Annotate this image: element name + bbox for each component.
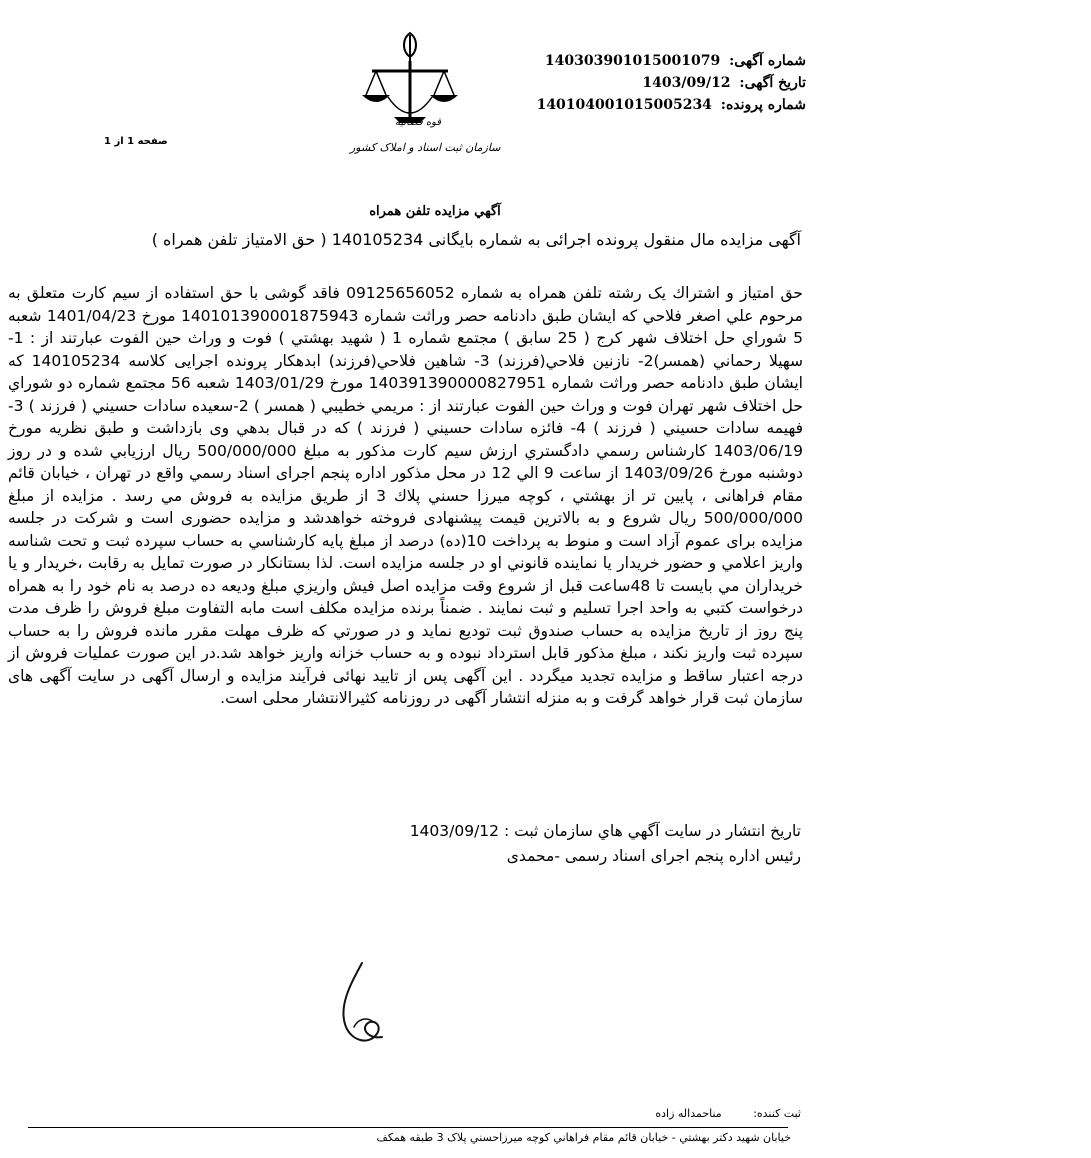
document-title: آگهي مزايده تلفن همراه [369, 204, 501, 219]
case-number-value: 140104001015005234 [536, 97, 712, 113]
judiciary-emblem [350, 25, 501, 165]
footer-address: خيابان شهيد دكتر بهشتي - خيابان قائم مقام فراهاني كوچه ميرزاحسني پلاک 3 طبقه همكف [376, 1131, 791, 1144]
document-subtitle: آگهی مزایده مال منقول پرونده اجرائی به شماره بایگانی 140105234 ( حق الامتیاز تلفن همراه ) [151, 230, 801, 249]
notice-number-label: شماره آگهی: [729, 53, 806, 69]
case-number-label: شماره پرونده: [720, 97, 806, 113]
notice-body-paragraph: حق امتياز و اشتراك يک رشته تلفن همراه به شماره 09125656052 فاقد گوشی با حق استفاده از سيم كارت متعلق به مرحوم علي اصغر فلاحي كه ايشان طبق دادنامه حصر وراثت شماره 140101390001875943 مورخ 1401/04/23 شعبه 5 شوراي حل اختلاف شهر كرج ( 25 سابق ) مجتمع شماره 1 ( شهيد بهشتي ) فوت و وراث حين الفوت عبارتند از : 1- سهيلا رحماني (همسر)2- نازنين فلاحي(فرزند) 3- شاهين فلاحي(فرزند) ابدهكار پرونده اجرایی كلاسه 140105234 كه ايشان طبق دادنامه حصر وراثت شماره 140391390000827951 مورخ 1403/01/29 شعبه 56 مجتمع شماره دو شوراي حل اختلاف شهر تهران فوت و وراث حين الفوت عبارتند از : مريمي خطيبي ( همسر ) 2-سعيده سادات حسيني ( فرزند ) 3- فهيمه سادات حسيني ( فرزند ) 4- فائزه سادات حسيني ( فرزند ) كه در قبال بدهي وی بازداشت و طبق نظريه مورخ 1403/06/19 كارشناس رسمي دادگستري ارزش سيم كارت مذكور به مبلغ 500/000/000 ريال ارزيابي شده و در روز دوشنبه مورخ 1403/09/26 از ساعت 9 الي 12 در محل مذكور اداره پنجم اجرای اسناد رسمي واقع در تهران ، خيابان قائم مقام فراهانی ، پايين تر از بهشتي ، كوچه ميرزا حسني پلاك 3 از طريق مزايده به فروش مي رسد . مزايده از مبلغ 500/000/000 ريال شروع و به بالاترين قيمت پيشنهادی فروخته خواهدشد و مزايده حضوری است و شركت در جلسه مزايده برای عموم آزاد است و منوط به پرداخت 10(ده) درصد از مبلغ پايه كارشناسي به حساب سپرده ثبت و تحت شناسه واريز اعلامي و حضور خريدار يا نماينده قانوني او در جلسه مزايده است. لذا بستانكار در صورت تمايل به رقابت ،خريدار و يا خريداران مي بايست تا 48ساعت قبل از شروع وقت مزايده اصل فيش واريزي مبلغ وديعه ده درصد به نام خود را به همراه درخواست كتبي به واحد اجرا تسليم و ثبت نمايند . ضمناً برنده مزايده مكلف است مابه التفاوت مبلغ فروش را ظرف مدت پنج روز از تاريخ مزايده به حساب صندوق ثبت توديع نمايد و در صورتي كه ظرف مهلت مقرر مانده فروش را به حساب سپرده ثبت واريز نكند ، مبلغ مذكور قابل استرداد نبوده و به حساب خزانه واريز خواهد شد.در اين صورت عمليات فروش از درجه اعتبار ساقط و مزايده تجديد ميگردد . اين آگهی پس از تاييد نهائی فرآيند مزايده و ارسال آگهی در سايت آگهی های سازمان ثبت قرار خواهد گرفت و به منزله انتشار آگهی در روزنامه كثيرالانتشار محلی است. [8, 284, 803, 707]
notice-number-value: 140303901015001079 [544, 53, 721, 69]
registrar-label: ثبت كننده: [753, 1107, 801, 1120]
case-number-row [537, 94, 806, 116]
notice-number-row [537, 50, 806, 72]
organization-name: سازمان ثبت اسناد و املاک کشور [350, 141, 501, 154]
judiciary-label: قوه قضائیه [395, 117, 442, 128]
page-number: صفحه 1 از 1 [104, 136, 168, 147]
notice-date-row [537, 72, 806, 94]
notice-date-label: تاریخ آگهی: [739, 75, 806, 91]
registrar-name: مناحمداله زاده [655, 1107, 722, 1120]
handwritten-signature [310, 955, 420, 1065]
closing-block [410, 819, 801, 869]
signatory-line: رئيس اداره پنجم اجرای اسناد رسمی -محمدی [506, 847, 801, 865]
notice-date-value: 1403/09/12 [642, 75, 731, 91]
notice-body [8, 282, 803, 710]
footer-divider [28, 1127, 788, 1128]
publish-date-line: تاريخ انتشار در سايت آگهي هاي سازمان ثبت : 1403/09/12 [409, 822, 801, 840]
notice-meta [537, 50, 806, 116]
registrar-row [655, 1107, 801, 1120]
